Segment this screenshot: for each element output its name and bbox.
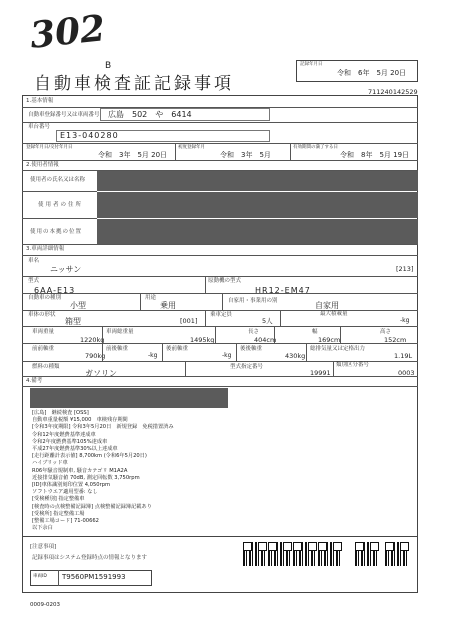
- remark-line: [令和3年度期限] 令和3年5月20日 新規登録 免税措置済み: [32, 424, 174, 431]
- rule: [22, 218, 97, 219]
- rule: [274, 326, 275, 343]
- engine: HR12-EM47: [255, 286, 311, 295]
- rear-front-axle: -kg: [222, 352, 232, 359]
- rule: [333, 361, 334, 376]
- expiry-label: 有効期間の満了する日: [293, 145, 338, 150]
- vehicle-id-label: 車両ID: [33, 574, 47, 579]
- length: 404cm: [254, 336, 277, 344]
- section-user-info: 2.使用者情報: [26, 162, 59, 168]
- rule: [22, 326, 418, 327]
- rule: [290, 143, 291, 160]
- rule: [162, 343, 163, 361]
- rear-rear-axle: 430kg: [285, 352, 306, 360]
- height-label: 高さ: [380, 329, 392, 335]
- vin: E13-040280: [60, 131, 119, 140]
- notice-title: [注意事項]: [30, 544, 57, 550]
- handwritten-letter: B: [105, 61, 112, 71]
- rule: [102, 343, 103, 361]
- remark-line: [受検所] 指定整備工場: [32, 510, 85, 517]
- business: 自家用: [315, 301, 339, 310]
- use: 乗用: [160, 301, 176, 310]
- first-reg: 令和 3年 5月 20日: [98, 151, 168, 159]
- business-label: 自家用・事業用の別: [228, 298, 278, 304]
- max-load: -kg: [400, 317, 410, 324]
- front-front-axle-label: 前前軸重: [32, 346, 55, 352]
- type-label: 自動車の種別: [28, 295, 62, 301]
- rule: [185, 361, 186, 376]
- notice-text: 記録事項はシステム登録時点の情報となります: [32, 555, 147, 561]
- handwritten-number: 302: [28, 7, 108, 57]
- remark-line: 自動車重量税額 ¥15,000 車検残存期間: [32, 417, 128, 424]
- rule: [22, 293, 418, 294]
- category-label: 類別区分番号: [336, 362, 370, 368]
- rule: [22, 255, 418, 256]
- first-reg-label: 登録年月日/交付年月日: [26, 145, 73, 150]
- rule: [236, 343, 237, 361]
- type: 小型: [70, 301, 86, 310]
- rule: [22, 276, 418, 277]
- rule: [22, 191, 97, 192]
- weight: 1220kg: [80, 336, 105, 344]
- rule: [205, 276, 206, 293]
- remark-line: ソフトウエア適用型番: なし: [32, 489, 98, 496]
- rule: [340, 326, 341, 343]
- fuel: ガソリン: [85, 369, 117, 378]
- use-label: 用途: [145, 295, 157, 301]
- rule: [280, 310, 281, 326]
- page-title: 自動車検査証記録事項: [34, 74, 234, 94]
- remark-line: [ID]車体識別刻印位置 4,050rpm: [32, 482, 111, 489]
- rule: [205, 310, 206, 326]
- rule: [306, 343, 307, 361]
- remarks-redaction: [30, 388, 228, 408]
- page-code: 0009-0203: [30, 602, 60, 608]
- remark-line: 以下余白: [32, 525, 53, 532]
- qr-code-4-icon: [318, 542, 342, 566]
- doc-number: 711240142529: [368, 88, 418, 96]
- weight-label: 車両重量: [32, 329, 55, 335]
- qr-code-2-icon: [268, 542, 292, 566]
- rule: [22, 376, 418, 377]
- section-vehicle-detail: 3.車両詳細情報: [26, 246, 65, 252]
- reg-no: 広島 502 や 6414: [108, 110, 192, 119]
- maker: ニッサン: [50, 265, 82, 274]
- shape-label: 車体の形状: [28, 312, 56, 318]
- remark-line: [受検種別] 指定整備車: [32, 496, 85, 503]
- rule: [22, 122, 418, 123]
- qr-code-1-icon: [243, 542, 267, 566]
- model-label: 型式: [28, 278, 40, 284]
- qr-code-5-icon: [355, 542, 379, 566]
- engine-label: 原動機の型式: [208, 278, 242, 284]
- rear-front-axle-label: 後前軸重: [166, 346, 189, 352]
- displacement: 1.19L: [394, 352, 413, 360]
- remark-line: [検査時の点検整備記録簿] 点検整備記録簿記載あり: [32, 503, 152, 510]
- base-location-label: 使用の本拠の位置: [30, 229, 83, 235]
- shape: 箱型: [65, 317, 81, 326]
- fuel-label: 燃料の種類: [32, 364, 60, 370]
- rear-rear-axle-label: 後後軸重: [240, 346, 263, 352]
- remark-line: [走行距離計表示値] 8,700km (令和6年5月20日): [32, 453, 147, 460]
- remark-line: ハイブリッド車: [32, 460, 68, 467]
- remark-line: 平成27年度燃費基準30%以上達成車: [32, 446, 118, 453]
- record-date-label: 記録年月日: [300, 62, 323, 67]
- remark-line: R06年騒音規制車, 騒音カテゴリ M1A2A: [32, 467, 128, 474]
- first-year: 令和 3年 5月: [220, 151, 271, 159]
- section-remarks: 4.備考: [26, 378, 43, 384]
- rule: [22, 310, 418, 311]
- vehicle-id: T9560PM1591993: [62, 573, 126, 581]
- remark-line: [整備工場コード] 71-00662: [32, 518, 99, 525]
- gross-label: 車両総重量: [106, 329, 134, 335]
- gross: 1495kg: [190, 336, 215, 344]
- remark-line: 近接排気騒音値 70dB, 測定回転数 3,750rpm: [32, 474, 140, 481]
- rule: [140, 293, 141, 310]
- section-basic-info: 1.基本情報: [26, 98, 54, 104]
- expiry: 令和 8年 5月 19日: [340, 151, 410, 159]
- rule: [215, 326, 216, 343]
- front-front-axle: 790kg: [85, 352, 106, 360]
- user-address-redaction: [97, 192, 418, 218]
- maker-code: [213]: [396, 265, 414, 273]
- width-label: 幅: [312, 329, 318, 335]
- rule: [22, 343, 418, 344]
- maker-label: 車名: [28, 258, 40, 264]
- qr-code-3-icon: [293, 542, 317, 566]
- rule: [175, 143, 176, 160]
- rule: [22, 143, 418, 144]
- capacity-label: 乗車定員: [210, 312, 233, 318]
- rule: [22, 386, 418, 387]
- user-address-label: 使用者の住所: [38, 202, 84, 208]
- user-name-redaction: [97, 171, 418, 191]
- rule: [22, 160, 418, 161]
- qr-code-6-icon: [385, 542, 409, 566]
- designation: 19991: [310, 369, 331, 377]
- front-rear-axle-label: 前後軸重: [106, 346, 129, 352]
- front-rear-axle: -kg: [148, 352, 158, 359]
- remarks-list: [32, 410, 412, 532]
- remark-line: 令和2年度燃費基準105%達成車: [32, 438, 108, 445]
- first-year-label: 初度登録年月: [178, 145, 205, 150]
- width: 169cm: [318, 336, 341, 344]
- capacity: 5人: [262, 317, 273, 325]
- rule: [58, 570, 59, 586]
- remark-line: [広島] 継続検査 [OSS]: [32, 410, 89, 416]
- category: 0003: [398, 369, 415, 377]
- base-location-redaction: [97, 219, 418, 244]
- user-name-label: 使用者の氏名又は名称: [30, 177, 86, 183]
- record-date: 令和 6年 5月 20日: [337, 69, 407, 77]
- vin-label: 車台番号: [28, 124, 51, 130]
- displacement-label: 総排気量又は定格出力: [310, 346, 366, 352]
- rule: [22, 244, 418, 245]
- model: 6AA-E13: [34, 286, 76, 295]
- height: 152cm: [384, 336, 407, 344]
- reg-no-label: 自動車登録番号又は車両番号: [28, 112, 100, 118]
- designation-label: 型式指定番号: [230, 364, 264, 370]
- remark-line: 令和12年度燃費基準達成車: [32, 431, 96, 438]
- title-underline: [24, 70, 276, 71]
- rule: [222, 293, 223, 310]
- max-load-label: 最大積載量: [320, 311, 348, 317]
- shape-code: [001]: [180, 317, 198, 325]
- length-label: 長さ: [248, 329, 260, 335]
- rule: [102, 326, 103, 343]
